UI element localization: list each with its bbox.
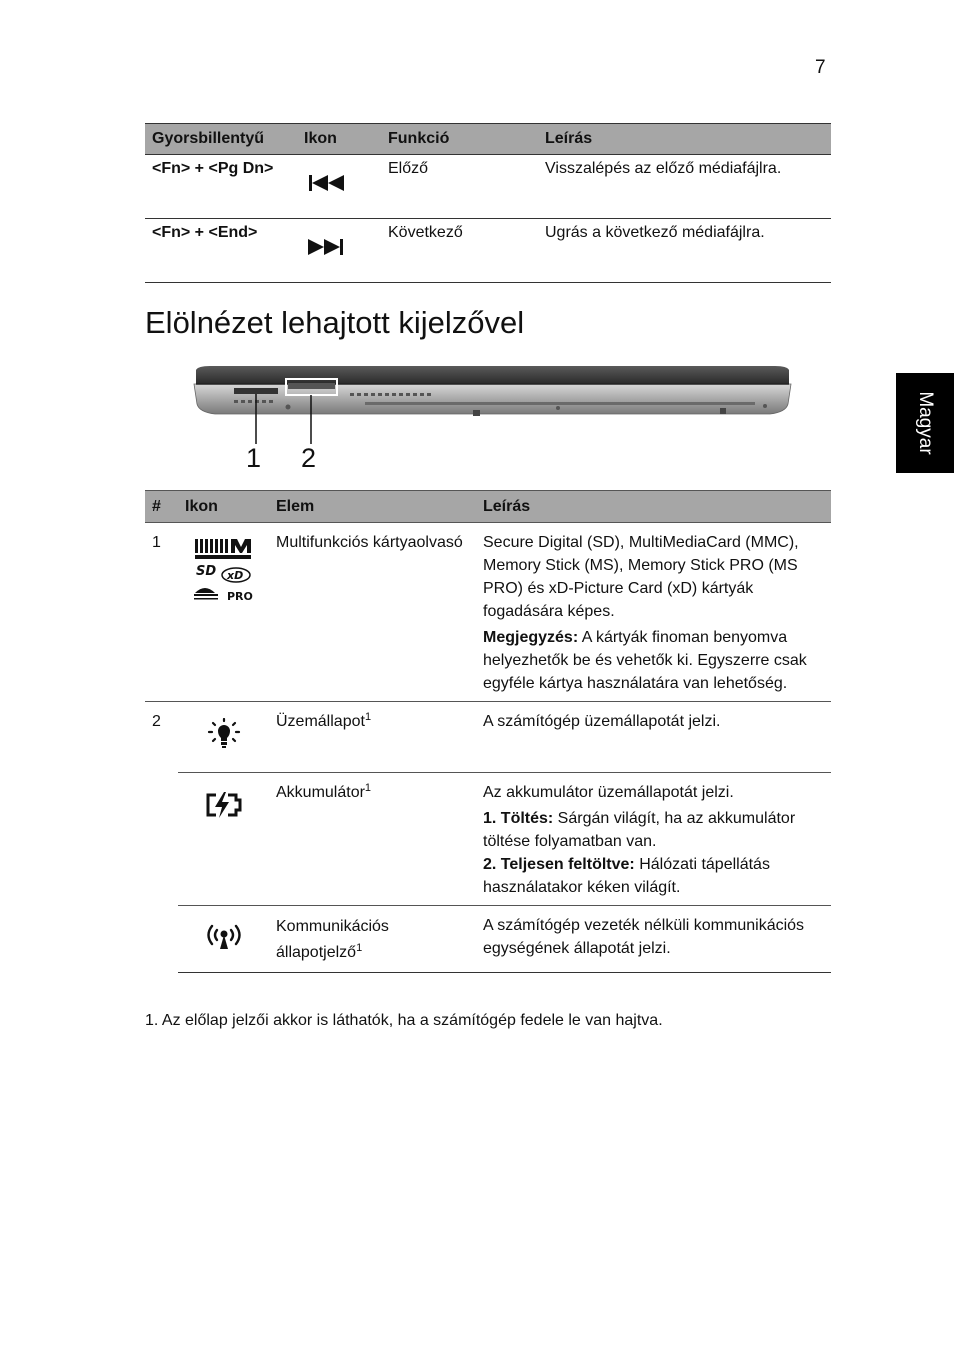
item-label: Üzemállapot (276, 713, 365, 730)
note-body: A kártyák finoman benyomva helyezhetők be és vehetők ki. Egyszerre csak egyféle kártya használatára van lehetőség. (483, 629, 807, 692)
state-label: 1. Töltés: (483, 810, 554, 827)
wireless-indicator-icon (204, 922, 244, 952)
footnote-marker: 1 (364, 711, 372, 723)
item-label: Kommunikációs állapotjelző (276, 918, 389, 961)
state-body: Sárgán világít, ha az akkumulátor töltése folyamatban van. (483, 810, 796, 850)
section-title: Elölnézet lehajtott kijelzővel (145, 305, 525, 340)
header-description: Leírás (538, 124, 831, 155)
header-icon: Ikon (297, 124, 381, 155)
state-label: 2. Teljesen feltöltve: (483, 856, 635, 873)
card-reader-logos-icon (191, 537, 257, 603)
callout-1: 1 (246, 443, 262, 473)
hotkey-table (145, 123, 831, 283)
row-number: 1 (152, 534, 161, 551)
header-item: Elem (269, 491, 476, 523)
footnote: 1. Az előlap jelzői akkor is láthatók, ha a számítógép fedele le van hajtva. (145, 1012, 663, 1029)
svg-text:xD: xD (226, 569, 243, 582)
item-cell (269, 773, 476, 906)
header-hotkey: Gyorsbillentyű (145, 124, 297, 155)
description-cell: A számítógép vezeték nélküli kommunikációs egységének állapotát jelzi. (476, 906, 831, 973)
icon-cell (178, 702, 269, 773)
hotkey-cell: <Fn> + <End> (145, 219, 297, 283)
state-full (483, 853, 824, 899)
table-row (145, 906, 831, 973)
table-row (145, 702, 831, 773)
battery-indicator-icon (204, 791, 244, 819)
callout-2: 2 (301, 443, 317, 473)
item-cell (269, 702, 476, 773)
component-table (145, 490, 831, 973)
hotkey-cell: <Fn> + <Pg Dn> (145, 155, 297, 219)
header-description: Leírás (476, 491, 831, 523)
icon-cell (178, 906, 269, 973)
page-number: 7 (815, 57, 826, 78)
description-cell: A számítógép üzemállapotát jelzi. (476, 702, 831, 773)
item-cell (269, 906, 476, 973)
footnote-marker: 1 (356, 942, 363, 954)
footnote-marker: 1 (364, 782, 372, 794)
table-row (145, 219, 831, 283)
note-label: Megjegyzés: (483, 629, 579, 646)
icon-cell (178, 523, 269, 702)
function-cell: Előző (381, 155, 538, 219)
icon-cell (178, 773, 269, 906)
table-row (145, 523, 831, 702)
language-tab (896, 373, 954, 473)
state-charging (483, 807, 824, 853)
previous-track-icon (306, 171, 356, 197)
header-number: # (145, 491, 178, 523)
icon-cell (297, 219, 381, 283)
table-row (145, 773, 831, 906)
next-track-icon (306, 235, 356, 261)
description-cell: Visszalépés az előző médiafájlra. (538, 155, 831, 219)
row-number: 2 (145, 702, 178, 973)
svg-text:SD: SD (195, 564, 216, 579)
state-body: Hálózati tápellátás használatakor kéken világít. (483, 856, 770, 896)
description-cell (476, 523, 831, 702)
description-text: Secure Digital (SD), MultiMediaCard (MMC), Memory Stick (MS), Memory Stick PRO (MS PRO) és xD-Picture Card (xD) kártyák fogadására képes. (483, 534, 799, 620)
language-tab-label: Magyar (915, 391, 936, 455)
table-row (145, 155, 831, 219)
item-cell: Multifunkciós kártyaolvasó (276, 534, 463, 551)
description-cell: Ugrás a következő médiafájlra. (538, 219, 831, 283)
item-label: Akkumulátor (276, 784, 365, 801)
icon-cell (297, 155, 381, 219)
header-function: Funkció (381, 124, 538, 155)
svg-text:PRO: PRO (226, 590, 253, 603)
description-text: Az akkumulátor üzemállapotát jelzi. (483, 784, 734, 801)
header-icon: Ikon (178, 491, 269, 523)
laptop-front-view-image (190, 364, 795, 474)
description-cell (476, 773, 831, 906)
power-indicator-icon (206, 718, 242, 754)
note-text (483, 626, 824, 695)
function-cell: Következő (381, 219, 538, 283)
